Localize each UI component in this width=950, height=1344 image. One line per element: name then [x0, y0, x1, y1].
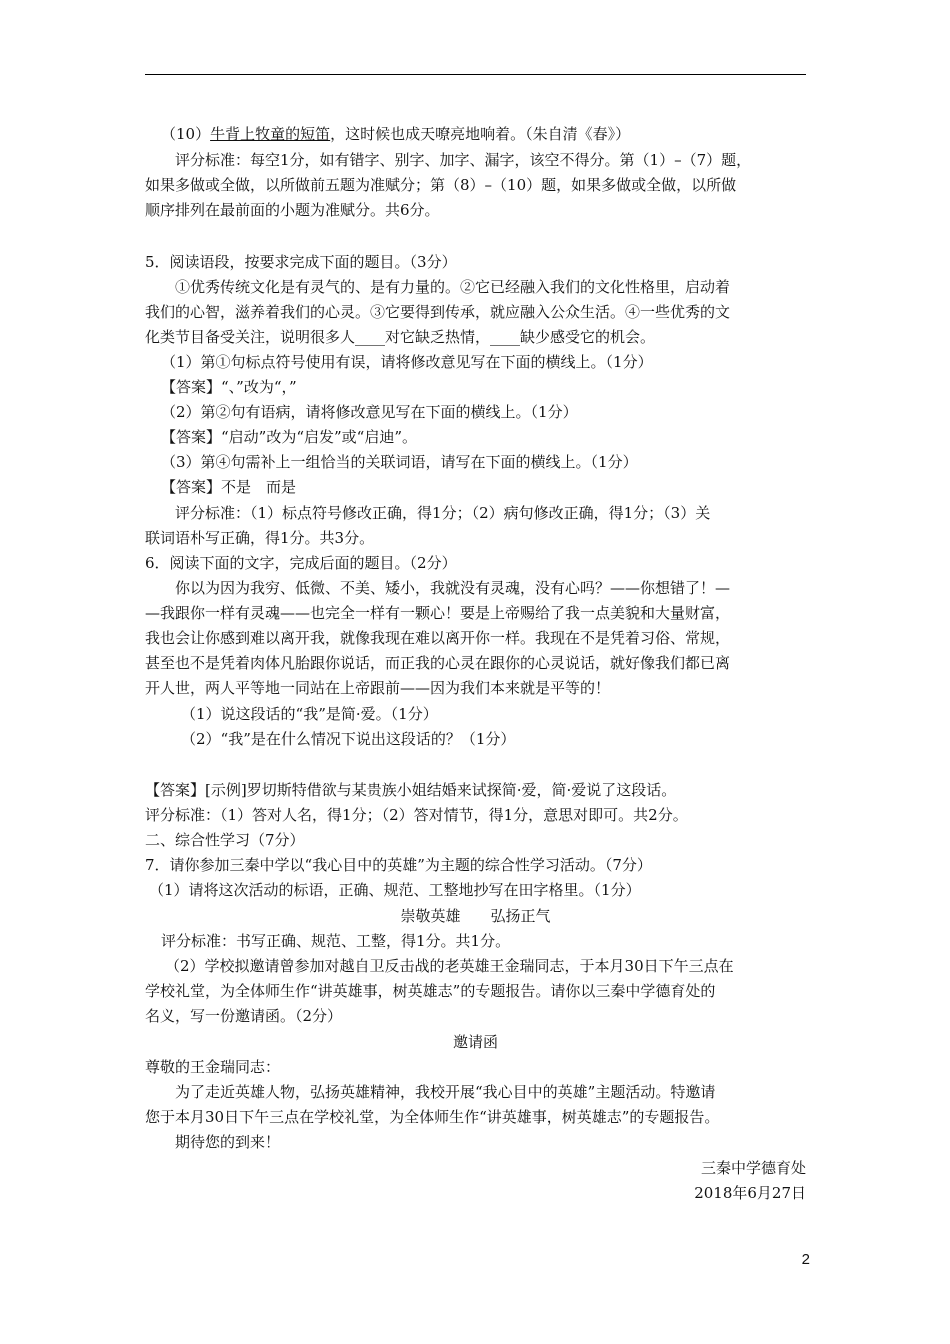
grading-line: 顺序排列在最前面的小题为准赋分。共6分。 [145, 201, 440, 219]
passage-line: 开人世，两人平等地一同站在上帝跟前——因为我们本来就是平等的！ [145, 679, 611, 697]
passage-line: 化类节目备受关注，说明很多人____对它缺乏热情，____缺少感受它的机会。 [145, 328, 656, 346]
question-7-title: 7．请你参加三秦中学以“我心目中的英雄”为主题的综合性学习活动。（7分） [145, 856, 652, 874]
letter-body: 您于本月30日下午三点在学校礼堂，为全体师生作“讲英雄事，树英雄志”的专题报告。 [145, 1108, 720, 1126]
answer-line-10 [145, 124, 806, 144]
item-number: （10） [161, 125, 211, 143]
grading-line: 评分标准：每空1分，如有错字、别字、加字、漏字，该空不得分。第（1）–（7）题， [175, 151, 752, 169]
grading-line: 如果多做或全做，以所做前五题为准赋分；第（8）–（10）题，如果多做或全做，以所做 [145, 176, 737, 194]
answer-rest: ，这时候也成天嘹亮地响着。（朱自清《春》） [330, 125, 631, 143]
letter-body: 期待您的到来！ [175, 1133, 281, 1151]
section-2-title: 二、综合性学习（7分） [145, 831, 305, 849]
subquestion: （1）第①句标点符号使用有误，请将修改意见写在下面的横线上。（1分） [161, 353, 653, 371]
subquestion: 学校礼堂，为全体师生作“讲英雄事，树英雄志”的专题报告。请你以三秦中学德育处的 [145, 982, 716, 1000]
subquestion: （1）说这段话的“我”是简·爱。（1分） [181, 705, 438, 723]
subquestion: （3）第④句需补上一组恰当的关联词语，请写在下面的横线上。（1分） [161, 453, 638, 471]
passage-line: —我跟你一样有灵魂——也完全一样有一颗心！要是上帝赐给了我一点美貌和大量财富， [145, 604, 731, 622]
answer: 【答案】“启动”改为“启发”或“启迪”。 [161, 428, 418, 446]
subquestion: （2）“我”是在什么情况下说出这段话的？（1分） [181, 730, 516, 748]
letter-salutation: 尊敬的王金瑞同志： [145, 1058, 281, 1076]
letter-signer: 三秦中学德育处 [700, 1159, 806, 1177]
letter-title: 邀请函 [452, 1033, 498, 1051]
letter-body: 为了走近英雄人物，弘扬英雄精神，我校开展“我心目中的英雄”主题活动。特邀请 [175, 1083, 716, 1101]
header-rule [145, 74, 806, 75]
underlined-answer: 牛背上牧童的短笛 [210, 125, 331, 143]
passage-line: ①优秀传统文化是有灵气的、是有力量的。②它已经融入我们的文化性格里，启动着 [175, 278, 731, 296]
passage-line: 我也会让你感到难以离开我，就像我现在难以离开你一样。我现在不是凭着习俗、常规， [145, 629, 731, 647]
subquestion: （1）请将这次活动的标语，正确、规范、工整地抄写在田字格里。（1分） [149, 881, 641, 899]
grading-line: 评分标准：（1）答对人名，得1分；（2）答对情节，得1分，意思对即可。共2分。 [145, 806, 688, 824]
subquestion: （2）第②句有语病，请将修改意见写在下面的横线上。（1分） [161, 403, 578, 421]
answer: 【答案】[示例]罗切斯特借欲与某贵族小姐结婚来试探简·爱，简·爱说了这段话。 [145, 781, 677, 799]
grading-line: 评分标准：（1）标点符号修改正确，得1分；（2）病句修改正确，得1分；（3）关 [175, 504, 711, 522]
letter-date: 2018年6月27日 [694, 1184, 806, 1202]
question-5-title: 5．阅读语段，按要求完成下面的题目。（3分） [145, 253, 457, 271]
page-number: 2 [801, 1251, 810, 1268]
subquestion: （2）学校拟邀请曾参加对越自卫反击战的老英雄王金瑞同志，于本月30日下午三点在 [165, 957, 734, 975]
question-6-title: 6．阅读下面的文字，完成后面的题目。（2分） [145, 554, 457, 572]
slogan: 崇敬英雄 弘扬正气 [400, 907, 551, 925]
subquestion: 名义，写一份邀请函。（2分） [145, 1007, 343, 1025]
answer: 【答案】不是 而是 [161, 478, 297, 496]
answer: 【答案】“、”改为“，” [161, 378, 297, 396]
grading-line: 联词语朴写正确，得1分。共3分。 [145, 529, 375, 547]
passage-line: 我们的心智，滋养着我们的心灵。③它要得到传承，就应融入公众生活。④一些优秀的文 [145, 303, 731, 321]
passage-line: 甚至也不是凭着肉体凡胎跟你说话，而正我的心灵在跟你的心灵说话，就好像我们都已离 [145, 654, 731, 672]
grading-line: 评分标准：书写正确、规范、工整，得1分。共1分。 [161, 932, 511, 950]
passage-line: 你以为因为我穷、低微、不美、矮小，我就没有灵魂，没有心吗？——你想错了！— [175, 579, 731, 597]
